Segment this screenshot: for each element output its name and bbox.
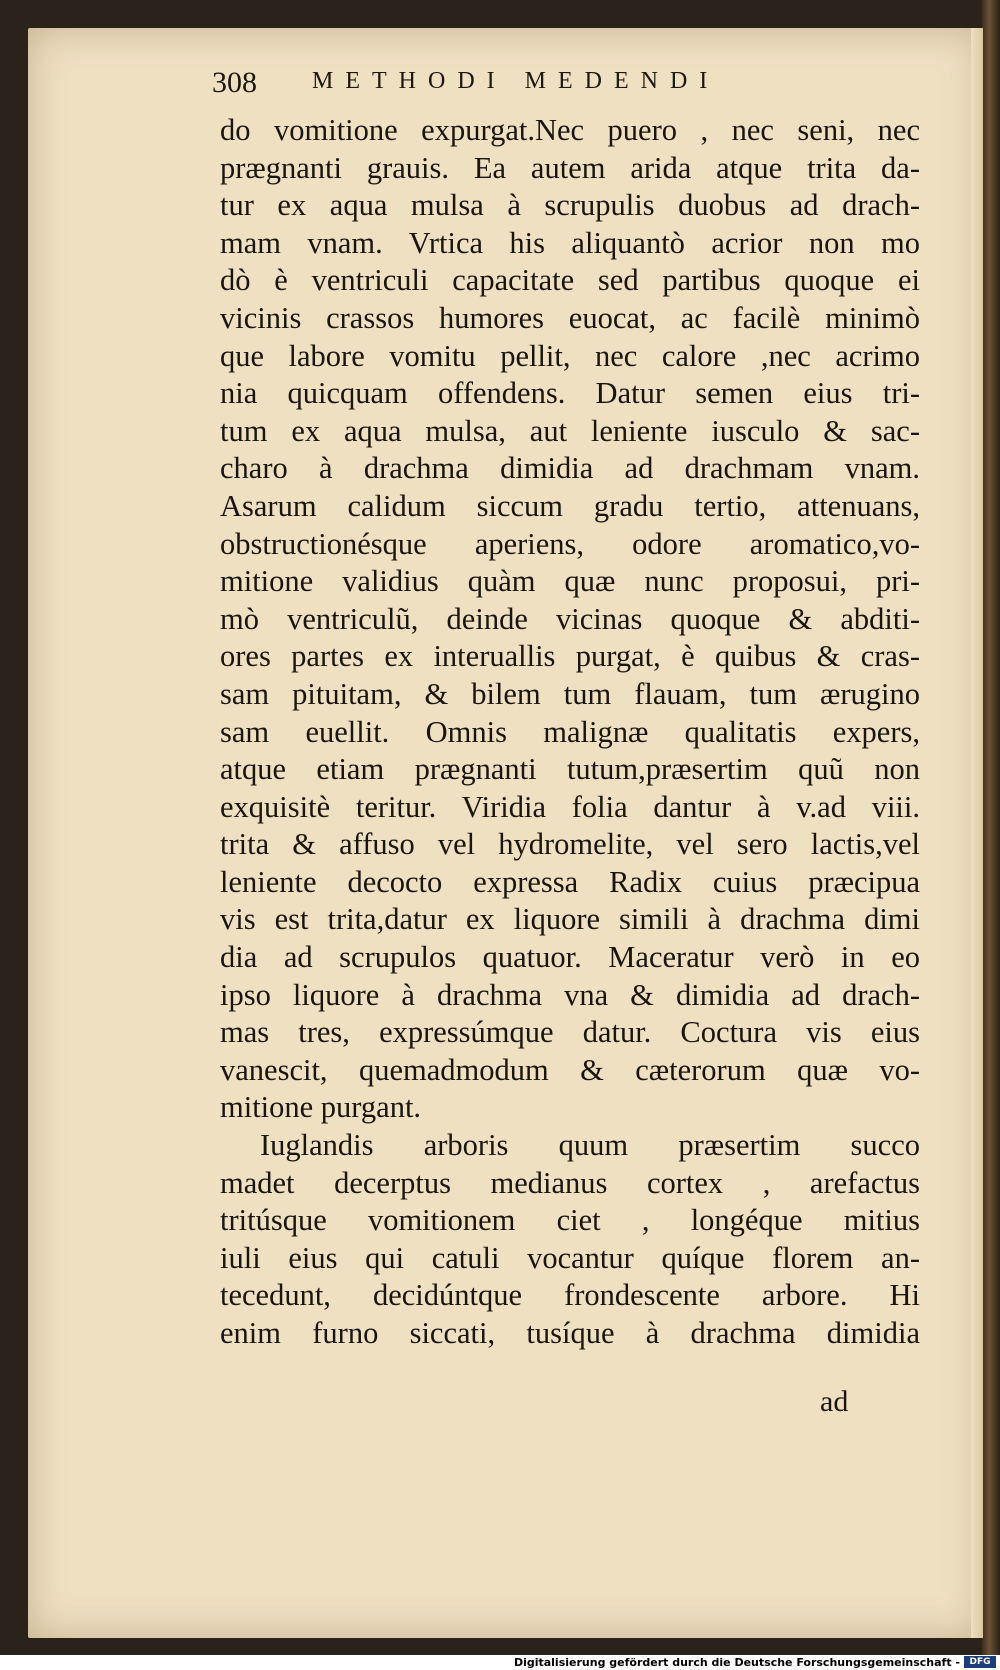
text-line: charo à drachma dimidia ad drachmam vnam. (220, 451, 920, 486)
running-head: METHODI MEDENDI (312, 68, 720, 94)
text-line: iuli eius qui catuli vocantur quíque florem an- (220, 1240, 920, 1275)
text-line: sam pituitam, & bilem tum flauam, tum ærugino (220, 676, 920, 711)
page-number: 308 (212, 66, 257, 99)
text-line: Asarum calidum siccum gradu tertio, attenuans, (220, 488, 920, 523)
text-line: mam vnam. Vrtica his aliquantò acrior non mo (220, 225, 920, 260)
text-line: vanescit, quemadmodum & cæterorum quæ vo- (220, 1052, 920, 1087)
digitization-credit: Digitalisierung gefördert durch die Deutsche Forschungsgemeinschaft - (513, 1656, 960, 1669)
body-text (220, 112, 920, 1353)
text-line: vis est trita,datur ex liquore simili à drachma dimi (220, 902, 920, 937)
page-header (212, 62, 912, 112)
text-line: atque etiam prægnanti tutum,præsertim quũ non (220, 752, 920, 787)
text-line: nia quicquam offendens. Datur semen eius tri- (220, 376, 920, 411)
text-line: leniente decocto expressa Radix cuius præcipua (220, 864, 920, 899)
page-edge-shadow (971, 28, 983, 1638)
text-line: mitione validius quàm quæ nunc proposui, pri- (220, 564, 920, 599)
book-spine-edge (982, 0, 1000, 1655)
text-line: tur ex aqua mulsa à scrupulis duobus ad drach- (220, 188, 920, 223)
text-line-paragraph-start: Iuglandis arboris quum præsertim succo (260, 1128, 920, 1163)
text-line: exquisitè teritur. Viridia folia dantur à v.ad viii. (220, 789, 920, 824)
text-line: obstructionésque aperiens, odore aromatico,vo- (220, 526, 920, 561)
text-line: madet decerptus medianus cortex , arefactus (220, 1165, 920, 1200)
text-line: que labore vomitu pellit, nec calore ,nec acrimo (220, 338, 920, 373)
text-line: tecedunt, decidúntque frondescente arbore. Hi (220, 1278, 920, 1313)
text-line: do vomitione expurgat.Nec puero , nec seni, nec (220, 113, 920, 147)
text-line: ipso liquore à drachma vna & dimidia ad drach- (220, 977, 920, 1012)
dfg-logo: DFG (964, 1656, 996, 1668)
text-line: mò ventriculũ, deinde vicinas quoque & abditi- (220, 601, 920, 636)
text-line: trita & affuso vel hydromelite, vel sero lactis,vel (220, 827, 920, 862)
text-line: tritúsque vomitionem ciet , longéque mitius (220, 1203, 920, 1238)
text-line: enim furno siccati, tusíque à drachma dimidia (220, 1316, 920, 1350)
text-line: vicinis crassos humores euocat, ac facilè minimò (220, 300, 920, 335)
text-line: mas tres, expressúmque datur. Coctura vis eius (220, 1015, 920, 1050)
text-line: ores partes ex interuallis purgat, è quibus & cras- (220, 639, 920, 674)
text-line: tum ex aqua mulsa, aut leniente iusculo & sac- (220, 413, 920, 448)
text-line: dia ad scrupulos quatuor. Maceratur verò in eo (220, 940, 920, 975)
text-line: prægnanti grauis. Ea autem arida atque trita da- (220, 150, 920, 185)
text-line: sam euellit. Omnis malignæ qualitatis expers, (220, 714, 920, 749)
text-line: dò è ventriculi capacitate sed partibus quoque ei (220, 263, 920, 298)
text-line: mitione purgant. (220, 1090, 422, 1125)
catchword: ad (820, 1385, 849, 1418)
